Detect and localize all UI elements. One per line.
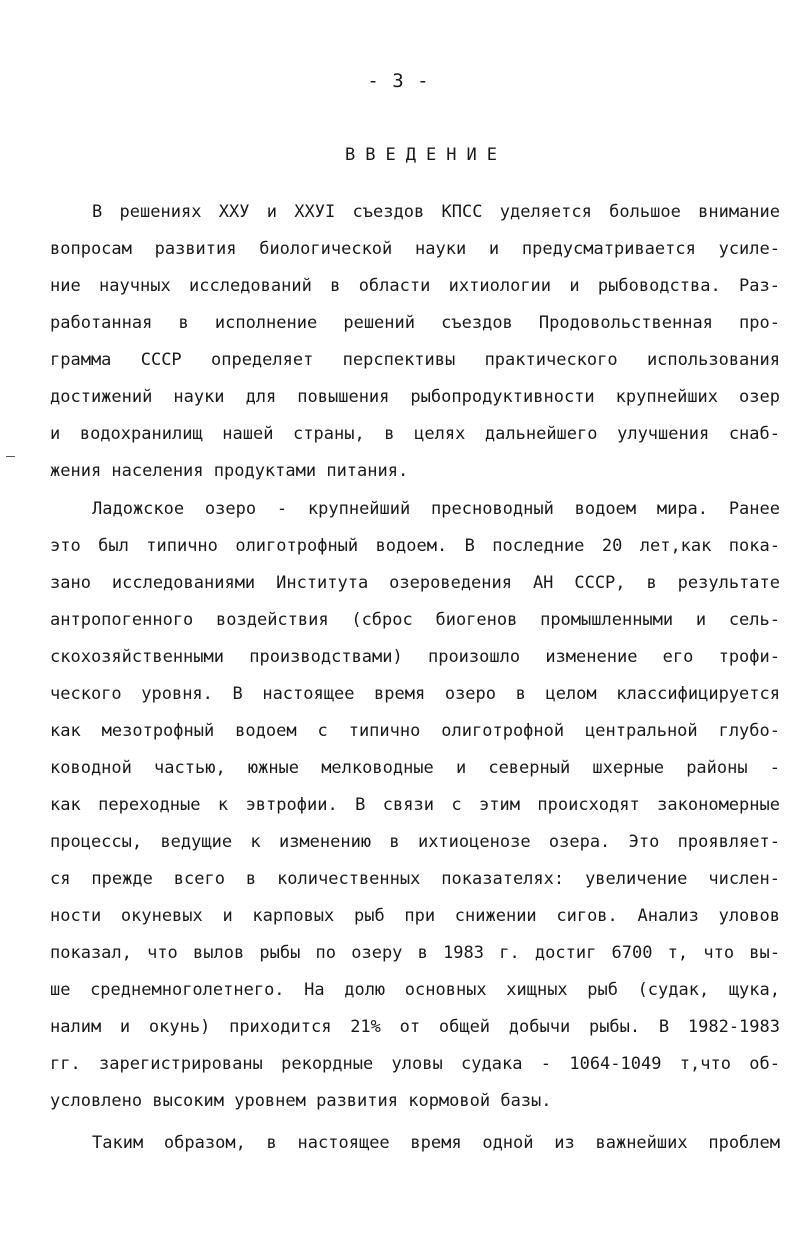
text-line: достижений науки для повышения рыбопродуктивности крупнейших озер [50, 387, 780, 407]
text-line: ние научных исследований в области ихтиологии и рыбоводства. Раз- [50, 276, 780, 296]
text-line: ше среднемноголетнего. На долю основных хищных рыб (судак, щука, [50, 980, 780, 1000]
text-line: Таким образом, в настоящее время одной из важнейших проблем [92, 1133, 780, 1153]
page-number: - 3 - [367, 70, 430, 92]
text-line: ководной частью, южные мелководные и северный шхерные районы - [50, 758, 780, 778]
text-line: как мезотрофный водоем с типично олиготрофной центральной глубо- [50, 721, 780, 741]
text-line: жения населения продуктами питания. [50, 461, 409, 481]
text-line: ся прежде всего в количественных показателях: увеличение числен- [50, 869, 780, 889]
section-heading: ВВЕДЕНИЕ [345, 145, 507, 165]
text-line: гг. зарегистрированы рекордные уловы судака - 1064-1049 т,что об- [50, 1054, 780, 1074]
text-line: это был типично олиготрофный водоем. В последние 20 лет,как пока- [50, 536, 780, 556]
text-line: ности окуневых и карповых рыб при снижении сигов. Анализ уловов [50, 906, 780, 926]
text-line: как переходные к эвтрофии. В связи с этим происходят закономерные [50, 795, 780, 815]
text-line: Ладожское озеро - крупнейший пресноводный водоем мира. Ранее [92, 499, 780, 519]
text-line: условлено высоким уровнем развития кормовой базы. [50, 1091, 552, 1111]
text-line: показал, что вылов рыбы по озеру в 1983 г. достиг 6700 т, что вы- [50, 943, 780, 963]
text-line: работанная в исполнение решений съездов Продовольственная про- [50, 313, 780, 333]
text-line: ческого уровня. В настоящее время озеро в целом классифицируется [50, 684, 780, 704]
text-line: скохозяйственными производствами) произошло изменение его трофи- [50, 647, 780, 667]
text-line: антропогенного воздействия (сброс биогенов промышленными и сель- [50, 610, 780, 630]
text-line: процессы, ведущие к изменению в ихтиоценозе озера. Это проявляет- [50, 832, 780, 852]
text-line: грамма СССР определяет перспективы практического использования [50, 350, 780, 370]
text-line: зано исследованиями Института озероведения АН СССР, в результате [50, 573, 780, 593]
text-line: вопросам развития биологической науки и предусматривается усиле- [50, 239, 780, 259]
text-line: В решениях ХХУ и ХХУI съездов КПСС уделяется большое внимание [92, 202, 780, 222]
margin-mark [6, 456, 15, 457]
text-line: налим и окунь) приходится 21% от общей добычи рыбы. В 1982-1983 [50, 1017, 780, 1037]
text-line: и водохранилищ нашей страны, в целях дальнейшего улучшения снаб- [50, 424, 780, 444]
